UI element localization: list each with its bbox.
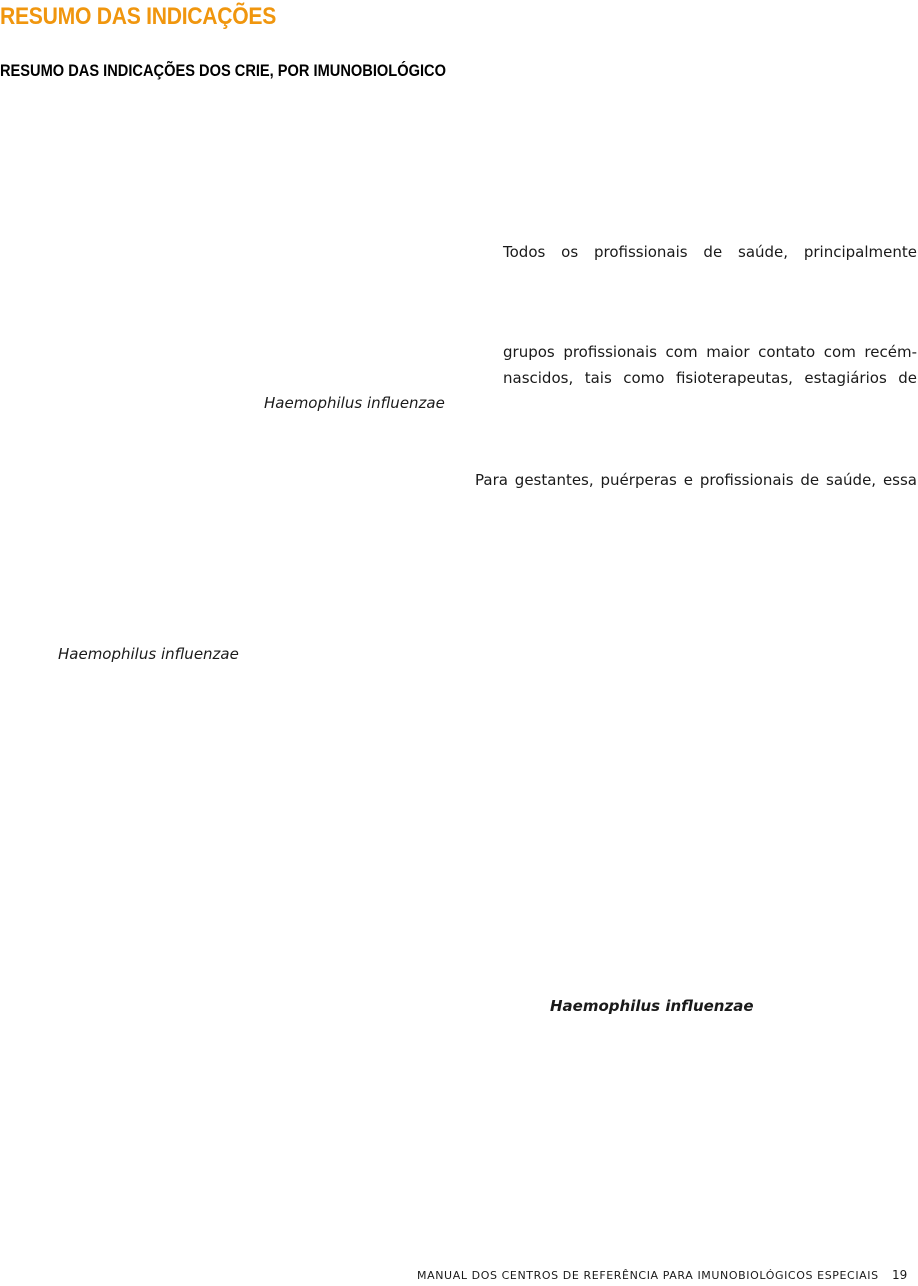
hib-label-middle: Haemophilus influenzae (264, 394, 445, 412)
hib-label-left: Haemophilus influenzae (58, 645, 239, 663)
page-number: 19 (892, 1268, 908, 1282)
footer-manual-title: MANUAL DOS CENTROS DE REFERÊNCIA PARA IMUNOBIOLÓGICOS ESPECIAIS (417, 1269, 879, 1282)
text-line-para-gestantes: Para gestantes, puérperas e profissionais de saúde, essa (475, 471, 917, 489)
section-title: RESUMO DAS INDICAÇÕES (0, 3, 277, 30)
page-subtitle: RESUMO DAS INDICAÇÕES DOS CRIE, POR IMUNOBIOLÓGICO (0, 61, 446, 80)
hib-label-bold: Haemophilus influenzae (550, 997, 754, 1015)
text-line-grupos-profissionais: grupos profissionais com maior contato com recém- (503, 343, 917, 361)
text-line-todos-profissionais: Todos os profissionais de saúde, principalmente (503, 243, 917, 261)
text-line-nascidos: nascidos, tais como fisioterapeutas, estagiários de (503, 369, 917, 387)
